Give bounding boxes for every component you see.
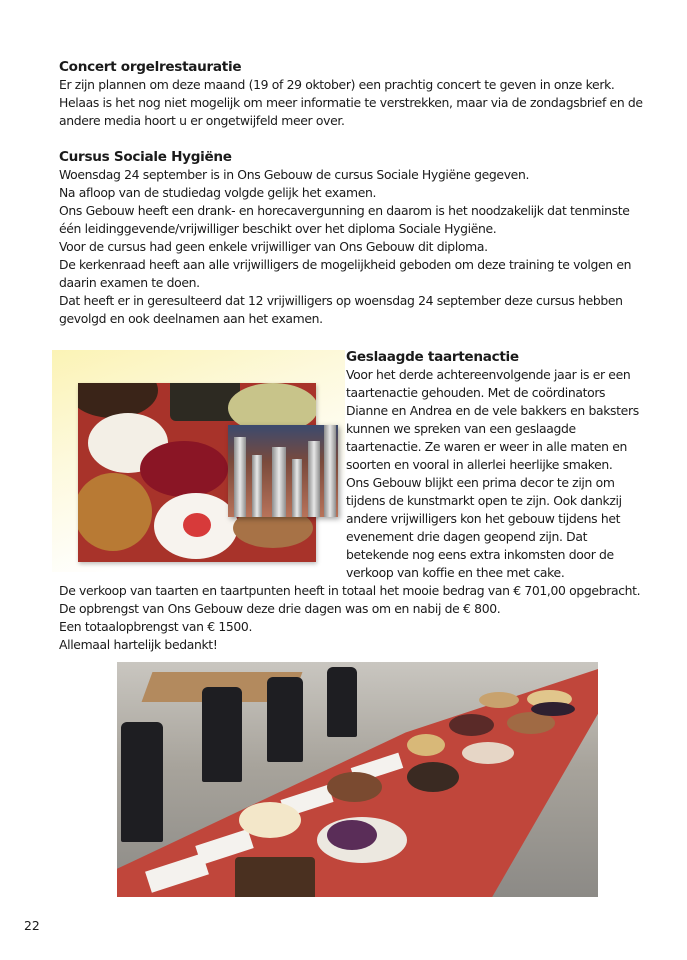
cursus-line: Woensdag 24 september is in Ons Gebouw de cursus Sociale Hygiëne gegeven. — [59, 167, 530, 182]
cursus-line: Na afloop van de studiedag volgde gelijk het examen. — [59, 185, 377, 200]
cursus-line: De kerkenraad heeft aan alle vrijwilligers de mogelijkheid geboden om deze training te volgen en — [59, 257, 632, 272]
taarten-column-line: kunnen we spreken van een geslaagde — [346, 421, 576, 436]
taarten-column-line: Dianne en Andrea en de vele bakkers en baksters — [346, 403, 639, 418]
cursus-line: gevolgd en ook deelnamen aan het examen. — [59, 311, 323, 326]
taarten-column-line: betekende nog eens extra inkomsten door de — [346, 547, 614, 562]
cursus-line: Ons Gebouw heeft een drank- en horecavergunning en daarom is het noodzakelijk dat tenminste — [59, 203, 630, 218]
concert-line: Helaas is het nog niet mogelijk om meer informatie te verstrekken, maar via de zondagsbrief en de — [59, 95, 643, 110]
concert-line: Er zijn plannen om deze maand (19 of 29 oktober) een prachtig concert te geven in onze kerk. — [59, 77, 615, 92]
taarten-line: Allemaal hartelijk bedankt! — [59, 637, 218, 652]
taarten-column-line: Voor het derde achtereenvolgende jaar is er een — [346, 367, 631, 382]
taarten-column-line: verkoop van koffie en thee met cake. — [346, 565, 565, 580]
organ-inset-photo — [228, 425, 338, 517]
taarten-column-line: andere vrijwilligers kon het gebouw tijdens het — [346, 511, 621, 526]
taarten-column-line: taartenactie gehouden. Met de coördinators — [346, 385, 606, 400]
taarten-line: De opbrengst van Ons Gebouw deze drie dagen was om en nabij de € 800. — [59, 601, 501, 616]
cake-table-photo — [117, 662, 598, 897]
page-number: 22 — [24, 918, 40, 933]
cursus-line: Voor de cursus had geen enkele vrijwilliger van Ons Gebouw dit diploma. — [59, 239, 488, 254]
taarten-column-line: taartenactie. Ze waren er weer in alle maten en — [346, 439, 627, 454]
cursus-line: daarin examen te doen. — [59, 275, 200, 290]
heading-taartenactie: Geslaagde taartenactie — [346, 349, 519, 365]
taarten-line: Een totaalopbrengst van € 1500. — [59, 619, 253, 634]
taarten-column-line: tijdens de kunstmarkt open te zijn. Ook dankzij — [346, 493, 622, 508]
heading-cursus: Cursus Sociale Hygiëne — [59, 149, 232, 165]
cursus-line: Dat heeft er in geresulteerd dat 12 vrijwilligers op woensdag 24 september deze cursus hebben — [59, 293, 623, 308]
cake-organ-collage-image — [52, 350, 345, 572]
taarten-column-line: evenement drie dagen geopend zijn. Dat — [346, 529, 588, 544]
concert-line: andere media hoort u er ongetwijfeld meer over. — [59, 113, 345, 128]
taarten-column-line: soorten en vooral in allerlei heerlijke smaken. — [346, 457, 613, 472]
taarten-column-line: Ons Gebouw blijkt een prima decor te zijn om — [346, 475, 615, 490]
heading-concert: Concert orgelrestauratie — [59, 59, 242, 75]
taarten-line: De verkoop van taarten en taartpunten heeft in totaal het mooie bedrag van € 701,00 opgebracht. — [59, 583, 641, 598]
cursus-line: één leidinggevende/vrijwilliger beschikt over het diploma Sociale Hygiëne. — [59, 221, 497, 236]
